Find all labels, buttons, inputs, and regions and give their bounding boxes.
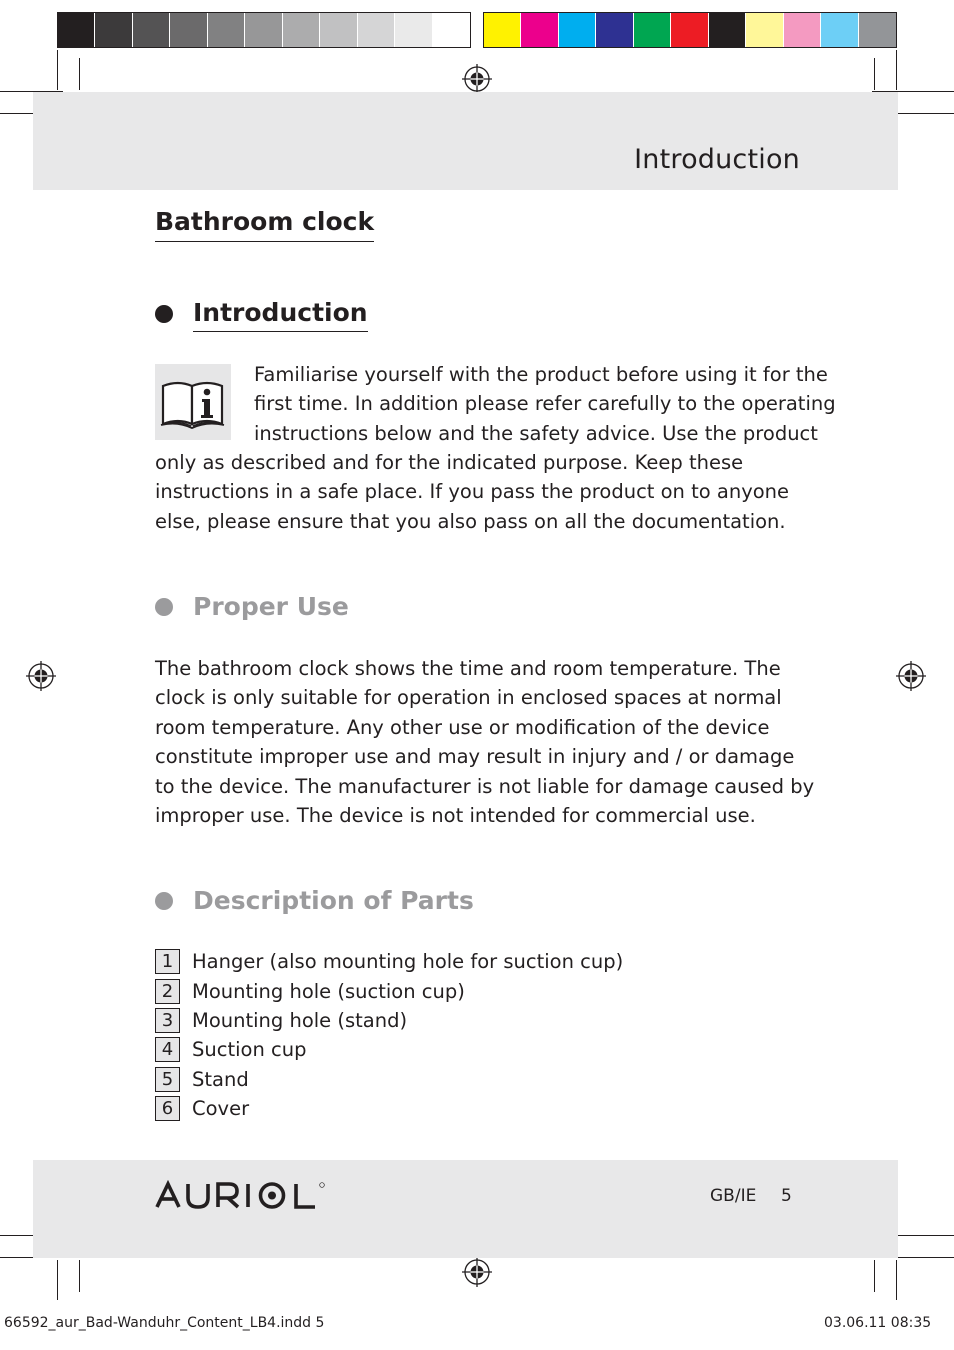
slug-filename: 66592_aur_Bad-Wanduhr_Content_LB4.indd 5 — [4, 1315, 325, 1331]
color-swatch — [283, 13, 320, 47]
color-swatch — [395, 13, 432, 47]
section-heading-introduction — [155, 296, 368, 332]
color-swatch — [358, 13, 395, 47]
manual-info-icon — [155, 364, 231, 440]
part-number-badge: 3 — [155, 1008, 180, 1033]
header-title: Introduction — [634, 144, 800, 175]
color-swatch — [821, 13, 858, 47]
footer-band — [33, 1160, 898, 1258]
registration-mark-icon — [462, 1257, 492, 1287]
crop-mark — [57, 1260, 58, 1300]
color-swatch — [746, 13, 783, 47]
color-swatch — [559, 13, 596, 47]
part-number-badge: 4 — [155, 1037, 180, 1062]
color-swatch — [133, 13, 170, 47]
color-swatch — [245, 13, 282, 47]
part-number-badge: 5 — [155, 1067, 180, 1092]
intro-lead-paragraph — [254, 360, 836, 448]
list-item — [155, 1035, 623, 1064]
bullet-icon — [155, 892, 173, 910]
color-swatch — [170, 13, 207, 47]
auriol-logo — [155, 1180, 335, 1210]
color-swatch — [208, 13, 245, 47]
part-number-badge: 2 — [155, 979, 180, 1004]
crop-mark — [896, 50, 897, 90]
color-swatch — [634, 13, 671, 47]
process-color-bar — [483, 12, 897, 48]
color-swatch — [95, 13, 132, 47]
color-swatch — [596, 13, 633, 47]
color-swatch — [521, 13, 558, 47]
footer-region-label: GB/IE — [710, 1186, 757, 1206]
section-heading-description-of-parts — [155, 884, 474, 918]
list-item — [155, 1065, 623, 1094]
part-number-badge: 6 — [155, 1096, 180, 1121]
intro-lead-line: instructions below and the safety advice. Use the product — [254, 421, 818, 445]
header-band — [33, 92, 898, 190]
part-label: Stand — [192, 1067, 249, 1091]
slug-timestamp: 03.06.11 08:35 — [824, 1315, 932, 1331]
crop-mark — [79, 1260, 80, 1292]
document-title: Bathroom clock — [155, 205, 374, 242]
color-swatch — [320, 13, 357, 47]
intro-paragraph: only as described and for the indicated purpose. Keep these instructions in a safe place. If you pass the product on to anyone else, please ensure that you also pass on all the documentation. — [155, 451, 790, 533]
parts-list — [155, 947, 623, 1123]
color-swatch — [671, 13, 708, 47]
registration-mark-icon — [896, 661, 926, 691]
section-heading-text: Description of Parts — [193, 886, 474, 915]
crop-mark — [79, 58, 80, 90]
intro-lead-line: first time. In addition please refer carefully to the operating — [254, 392, 836, 416]
part-label: Mounting hole (stand) — [192, 1008, 408, 1032]
list-item — [155, 1006, 623, 1035]
color-swatch — [784, 13, 821, 47]
part-label: Suction cup — [192, 1038, 307, 1062]
bullet-icon — [155, 598, 173, 616]
section-heading-text: Proper Use — [193, 592, 349, 621]
registration-mark-icon — [462, 64, 492, 94]
crop-mark — [57, 50, 58, 90]
registration-mark-icon — [26, 661, 56, 691]
color-swatch — [58, 13, 95, 47]
list-item — [155, 976, 623, 1005]
part-label: Hanger (also mounting hole for suction cup) — [192, 950, 624, 974]
section-heading-text: Introduction — [193, 296, 368, 332]
color-swatch — [433, 13, 470, 47]
crop-mark — [896, 1260, 897, 1300]
grayscale-color-bar — [57, 12, 471, 48]
crop-mark — [874, 1260, 875, 1292]
color-swatch — [709, 13, 746, 47]
crop-mark — [874, 58, 875, 90]
bullet-icon — [155, 305, 173, 323]
intro-lead-line: Familiarise yourself with the product before using it for the — [254, 363, 828, 386]
color-swatch — [859, 13, 896, 47]
section-heading-proper-use — [155, 590, 349, 624]
proper-use-paragraph: The bathroom clock shows the time and room temperature. The clock is only suitable for operation in enclosed spaces at normal room temperature. Any other use or modification of the device constitute improper use and may result in injury and / or damage to the device. The manufacturer is not liable for damage caused by improper use. The device is not intended for commercial use. — [155, 657, 815, 828]
list-item — [155, 947, 623, 976]
list-item — [155, 1094, 623, 1123]
page-number: 5 — [781, 1186, 792, 1206]
part-label: Mounting hole (suction cup) — [192, 979, 465, 1003]
part-number-badge: 1 — [155, 949, 180, 974]
color-swatch — [484, 13, 521, 47]
part-label: Cover — [192, 1097, 250, 1121]
